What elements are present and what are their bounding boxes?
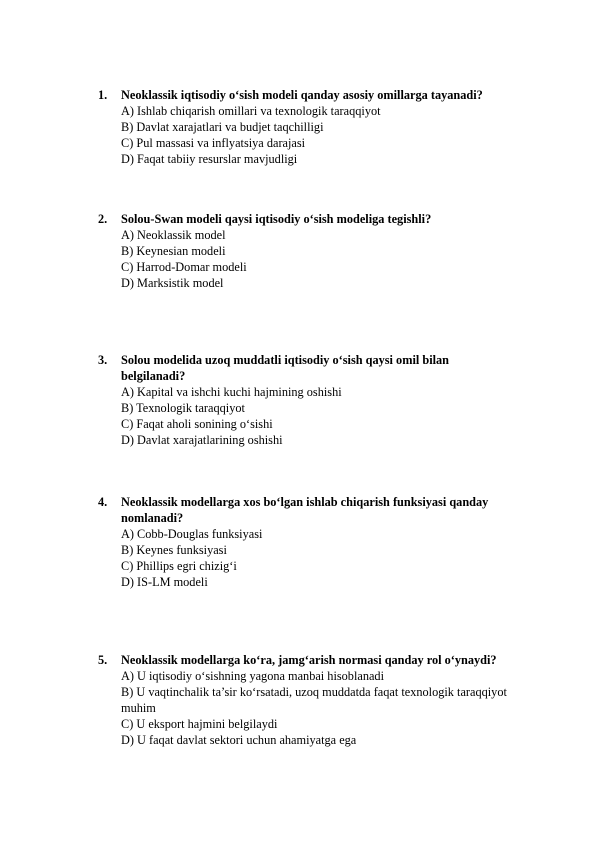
question-3 xyxy=(98,352,558,448)
question-3-option-b: B) Texnologik taraqqiyot xyxy=(121,401,245,415)
question-4-options xyxy=(98,526,558,590)
question-5-option-b: B) U vaqtinchalik ta’sir ko‘rsatadi, uzoq muddatda faqat texnologik taraqqiyot muhim xyxy=(121,685,507,715)
question-5-number: 5. xyxy=(98,653,108,667)
question-1-number: 1. xyxy=(98,88,108,102)
question-4-text: Neoklassik modellarga xos bo‘lgan ishlab chiqarish funksiyasi qanday nomlanadi? xyxy=(121,495,489,525)
question-1-option-a: A) Ishlab chiqarish omillari va texnologik taraqqiyot xyxy=(121,104,381,118)
question-2-text: Solou-Swan modeli qaysi iqtisodiy o‘sish modeliga tegishli? xyxy=(121,212,432,226)
question-3-option-a: A) Kapital va ishchi kuchi hajmining oshishi xyxy=(121,385,342,399)
question-1-options xyxy=(98,103,558,167)
question-1-option-d: D) Faqat tabiiy resurslar mavjudligi xyxy=(121,152,298,166)
question-1-option-c: C) Pul massasi va inflyatsiya darajasi xyxy=(121,136,306,150)
question-5-text: Neoklassik modellarga ko‘ra, jamg‘arish normasi qanday rol o‘ynaydi? xyxy=(121,653,497,667)
question-2-options xyxy=(98,227,558,291)
question-4 xyxy=(98,494,558,590)
question-2-heading xyxy=(98,211,558,227)
question-1-heading xyxy=(98,87,558,103)
question-3-text: Solou modelida uzoq muddatli iqtisodiy o‘sish qaysi omil bilan belgilanadi? xyxy=(121,353,450,383)
question-4-option-d: D) IS-LM modeli xyxy=(121,575,208,589)
question-4-number: 4. xyxy=(98,495,108,509)
question-3-option-c: C) Faqat aholi sonining o‘sishi xyxy=(121,417,273,431)
question-5-heading xyxy=(98,652,558,668)
question-2-option-a: A) Neoklassik model xyxy=(121,228,226,242)
question-5-option-d: D) U faqat davlat sektori uchun ahamiyatga ega xyxy=(121,733,357,747)
question-3-option-d: D) Davlat xarajatlarining oshishi xyxy=(121,433,283,447)
question-2-option-c: C) Harrod-Domar modeli xyxy=(121,260,247,274)
question-2-option-d: D) Marksistik model xyxy=(121,276,224,290)
question-2 xyxy=(98,211,558,291)
question-2-number: 2. xyxy=(98,212,108,226)
question-4-option-b: B) Keynes funksiyasi xyxy=(121,543,227,557)
question-3-number: 3. xyxy=(98,353,108,367)
question-2-option-b: B) Keynesian modeli xyxy=(121,244,226,258)
question-3-heading xyxy=(98,352,558,384)
question-4-option-c: C) Phillips egri chizig‘i xyxy=(121,559,237,573)
question-5-option-a: A) U iqtisodiy o‘sishning yagona manbai hisoblanadi xyxy=(121,669,384,683)
question-1-option-b: B) Davlat xarajatlari va budjet taqchilligi xyxy=(121,120,324,134)
question-1 xyxy=(98,87,558,167)
question-4-option-a: A) Cobb-Douglas funksiyasi xyxy=(121,527,263,541)
question-5 xyxy=(98,652,558,748)
question-4-heading xyxy=(98,494,558,526)
question-3-options xyxy=(98,384,558,448)
question-1-text: Neoklassik iqtisodiy o‘sish modeli qanday asosiy omillarga tayanadi? xyxy=(121,88,483,102)
question-5-option-c: C) U eksport hajmini belgilaydi xyxy=(121,717,278,731)
question-5-options xyxy=(98,668,558,748)
